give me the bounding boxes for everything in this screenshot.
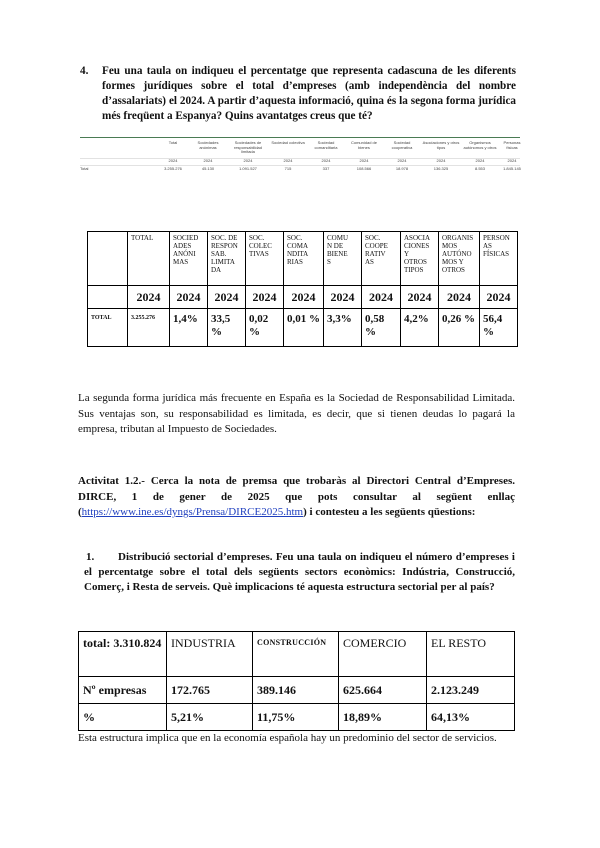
row-label: % <box>79 704 167 731</box>
column-header: COMERCIO <box>339 632 427 677</box>
column-header: INDUSTRIA <box>167 632 253 677</box>
mini-year: 2024 <box>168 158 178 163</box>
mini-year: 2024 <box>203 158 213 163</box>
column-header: SOC. COLEC TIVAS <box>246 232 284 286</box>
dirce-link[interactable]: https://www.ine.es/dyngs/Prensa/DIRCE2025.htm <box>81 506 304 518</box>
table-top-rule <box>80 137 520 138</box>
value-cell: 389.146 <box>253 677 339 704</box>
mini-header: Comunidad de bienes <box>350 140 378 150</box>
value-cell: 625.664 <box>339 677 427 704</box>
mini-value: 1.091.527 <box>239 166 257 171</box>
year-cell: 2024 <box>401 286 439 309</box>
mini-value: 3.255.276 <box>164 166 182 171</box>
column-header: CONSTRUCCIÓN <box>253 632 339 677</box>
year-cell: 2024 <box>362 286 401 309</box>
value-cell: 0,26 % <box>439 309 480 347</box>
year-cell: 2024 <box>208 286 246 309</box>
year-cell: 2024 <box>246 286 284 309</box>
answer-paragraph-2: Esta estructura implica que en la economía española hay un predominio del sector de servicios. <box>78 732 497 744</box>
table-row <box>79 704 515 731</box>
year-cell: 2024 <box>439 286 480 309</box>
answer-paragraph-1: La segunda forma jurídica más frecuente en España es la Sociedad de Responsabilidad Limitada. Sus ventajas son, su responsabilidad es limitada, es decir, que si tienen deudas lo pagará la empresa, tributan al Impuesto de Sociedades. <box>78 392 515 435</box>
value-cell: 56,4 % <box>480 309 518 347</box>
column-header: SOCIED ADES ANÓNI MAS <box>170 232 208 286</box>
mini-row-label: Total <box>80 166 89 171</box>
value-cell: 5,21% <box>167 704 253 731</box>
question-number: 4. <box>80 65 89 77</box>
column-header: TOTAL <box>128 232 170 286</box>
value-cell: 172.765 <box>167 677 253 704</box>
mini-header: Asociaciones y otros tipos <box>422 140 460 150</box>
mini-header: Sociedad cooperativa <box>391 140 413 150</box>
mini-value: 108.566 <box>356 166 372 171</box>
value-cell: 4,2% <box>401 309 439 347</box>
mini-value: 8.553 <box>474 166 485 171</box>
mini-year: 2024 <box>436 158 446 163</box>
empty-cell <box>88 286 128 309</box>
year-cell: 2024 <box>284 286 324 309</box>
value-cell: 2.123.249 <box>427 677 515 704</box>
value-cell: 0,02 % <box>246 309 284 347</box>
question-1 <box>84 550 515 595</box>
column-header: SOC. DE RESPON SAB. LIMITA DA <box>208 232 246 286</box>
value-cell: 3.255.276 <box>128 309 170 347</box>
mini-header-row <box>80 141 520 155</box>
mini-header: Total <box>168 140 178 145</box>
question-4 <box>80 64 516 124</box>
mini-header: Organismos autónomos y otros <box>463 140 497 150</box>
row-label: TOTAL <box>88 309 128 347</box>
table-row <box>79 677 515 704</box>
mini-year: 2024 <box>475 158 485 163</box>
mini-value: 18.978 <box>395 166 409 171</box>
mini-year: 2024 <box>359 158 369 163</box>
column-header: EL RESTO <box>427 632 515 677</box>
mini-header: Sociedad colectiva <box>271 140 305 145</box>
mini-header: Sociedades anónimas <box>197 140 219 150</box>
column-header: ASOCIA CIONES Y OTROS TIPOS <box>401 232 439 286</box>
column-header: SOC. COOPE RATIV AS <box>362 232 401 286</box>
mini-header: Personas físicas <box>503 140 521 150</box>
empty-cell <box>88 232 128 286</box>
mini-header: Sociedades de responsabilidad limitada <box>233 140 263 154</box>
question-number: 1. <box>86 551 95 563</box>
embedded-table-screenshot <box>80 137 520 175</box>
mini-year: 2024 <box>397 158 407 163</box>
value-cell: 1,4% <box>170 309 208 347</box>
column-header: SOC. COMA NDITA RIAS <box>284 232 324 286</box>
year-cell: 2024 <box>480 286 518 309</box>
value-cell: 18,89% <box>339 704 427 731</box>
value-cell: 64,13% <box>427 704 515 731</box>
activity-text-before: Activitat 1.2.- Cerca la nota de premsa que trobaràs al Directori Central d’Empreses. DIRCE, 1 de gener de 2025 que pots consultar al següent enllaç ( <box>78 475 515 518</box>
value-cell: 33,5 % <box>208 309 246 347</box>
question-text: Distribució sectorial d’empreses. Feu una taula on indiqueu el número d’empreses i el percentatge sobre el total dels següents sectors econòmics: Indústria, Construcció, Comerç, i Resta de serveis. Què implicacions té aquesta estructura sectorial per al país? <box>84 551 515 593</box>
question-text: Feu una taula on indiqueu el percentatge que representa cadascuna de les diferents formes jurídiques sobre el total d’empreses (amb independència del nombre d’assalariats) el 2024. A partir d’aquesta informació, quina és la segona forma jurídica més freqüent a Espanya? Quins avantatges creus que té? <box>102 65 516 122</box>
total-row <box>88 309 518 347</box>
value-cell: 11,75% <box>253 704 339 731</box>
row-label: Nº empresas <box>79 677 167 704</box>
mini-value-row <box>80 167 520 177</box>
mini-value: 45.130 <box>201 166 215 171</box>
mini-value: 337 <box>322 166 330 171</box>
year-cell: 2024 <box>324 286 362 309</box>
value-cell: 0,01 % <box>284 309 324 347</box>
activity-text-after: ) i contesteu a les següents qüestions: <box>303 506 476 518</box>
mini-year: 2024 <box>321 158 331 163</box>
year-cell: 2024 <box>128 286 170 309</box>
activity-paragraph <box>78 474 515 521</box>
header-row <box>79 632 515 677</box>
mini-year: 2024 <box>243 158 253 163</box>
value-cell: 3,3% <box>324 309 362 347</box>
year-row <box>88 286 518 309</box>
value-cell: 0,58 % <box>362 309 401 347</box>
mini-separator <box>80 165 520 166</box>
mini-value: 1.845.145 <box>503 166 521 171</box>
mini-value: 715 <box>284 166 292 171</box>
column-header: COMU N DE BIENE S <box>324 232 362 286</box>
mini-value: 136.325 <box>433 166 449 171</box>
header-row <box>88 232 518 286</box>
total-corner-cell: total: 3.310.824 <box>79 632 167 677</box>
mini-header: Sociedad comanditaria <box>314 140 338 150</box>
legal-forms-table <box>87 231 518 347</box>
column-header: PERSON AS FÍSICAS <box>480 232 518 286</box>
year-cell: 2024 <box>170 286 208 309</box>
mini-year: 2024 <box>507 158 517 163</box>
mini-year: 2024 <box>283 158 293 163</box>
sector-table <box>78 631 515 731</box>
column-header: ORGANIS MOS AUTÓNO MOS Y OTROS <box>439 232 480 286</box>
